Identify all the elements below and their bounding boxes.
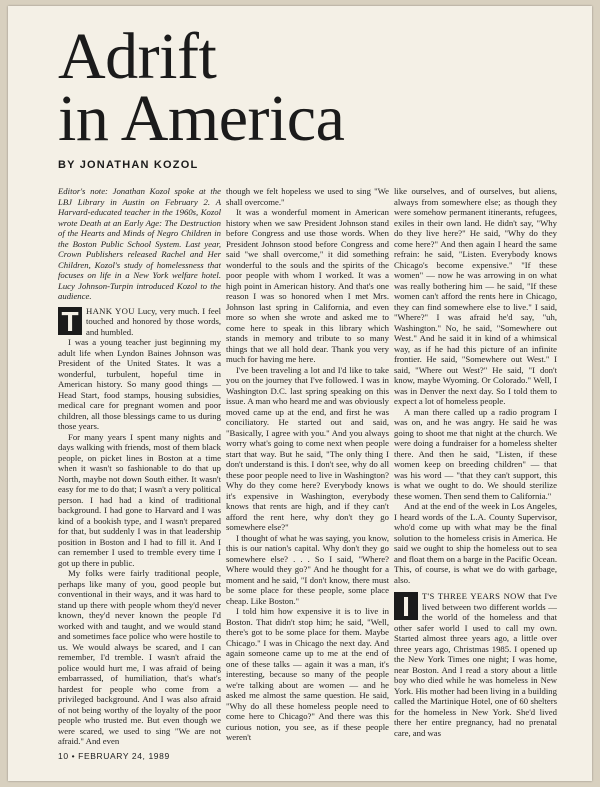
- body-paragraph: My folks were fairly traditional people, perhaps like many of you, good people but conventional in their ways, and it was hard to stand up there with people whom they'd never known, they'd never known the people I'd worked with and taught, and we would stand and sometimes face police who were hostile to us. We would always be scared, and I can remember, I'd tremble. I wasn't afraid the police would hurt me, I was afraid of being embarrassed, of humiliation, that's what's hardest for people who come from a privileged background. And I was also afraid of not being worthy of the loyalty of the poor people who trusted me. But even though we were scared, we used to sing "We are not afraid." And even: [58, 568, 221, 746]
- body-paragraph: A man there called up a radio program I was on, and he was angry. He said he was going to shoot me that night at the church. We were doing a fundraiser for a homeless shelter there. And then he said, "Listen, if these women keep on breeding children" — that was his word — "that they can't support, this is what we ought to do. We should sterilize these women. Then send them to California.": [394, 406, 557, 501]
- body-paragraph: It was a wonderful moment in American history when we saw President Johnson stand before Congress and use those words. When President Johnson stood before Congress and said "we shall overcome," it did something wonderful to the souls and the spirits of the poor people with whom I worked. It was a high point in American history. And that's one reason I was so honored when I met Mrs. Johnson last spring in California, and even more so when she wrote and asked me to come here to speak in this library which stands in memory and tribute to so many things that we all hold dear. Thank you very much for having me here.: [226, 207, 389, 364]
- byline: BY JONATHAN KOZOL: [58, 159, 199, 171]
- article-title: [58, 20, 345, 155]
- body-paragraph: like ourselves, and of ourselves, but aliens, always from somewhere else; as though they were somehow permanent itinerants, refugees, exiles in their own land. He didn't say, "Why do they live here?" He said, "Why do they come here?" And then again I heard the same refrain: he said, "Listen. Everybody knows Chicago's become expensive." "If these women" — now he was arrowing in on what was really bothering him — he said, "If these women can't afford the rents here in Chicago, they can find somewhere else to live." I said, "Where?" I was afraid he'd say, "uh, Washington." No, he said, "Somewhere out West." And he said it in kind of a whimsical way, as if he had this picture of an infinite frontier. He said, "Somewhere out West." I said, "Where out West?" He said, "I don't know, maybe Wyoming. Or Colorado." Well, I was in Denver the next day. So I told them to expect a lot of homeless people.: [394, 186, 557, 406]
- body-paragraph: though we felt hopeless we used to sing "We shall overcome.": [226, 186, 389, 207]
- magazine-page: [8, 6, 592, 781]
- body-paragraph: And at the end of the week in Los Angeles, I heard words of the L.A. County Supervisor, who'd come up with what may be the final solution to the homeless crisis in America. He said we ought to ship the homeless out to sea and float them on a barge in the Pacific Ocean. This, of course, is what we do with garbage, also.: [394, 501, 557, 585]
- body-paragraph: I was a young teacher just beginning my adult life when Lyndon Baines Johnson was President of the United States. It was a wonderful, turbulent, hopeful time in American history. So many good things — Head Start, food stamps, housing subsidies, medical care for pregnant women and poor children, all those blessings came to us during those years.: [58, 337, 221, 431]
- body-paragraph: I thought of what he was saying, you know, this is our nation's capital. Why don't they go somewhere else? . . . So I said, "Where? Where would they go?" And he thought for a moment and he said, "I don't know, there must be some place for these people, some place cheap. Like Boston.": [226, 532, 389, 606]
- lead-in-caps: T'S THREE YEARS NOW: [422, 591, 526, 601]
- title-line-2: in America: [58, 82, 345, 155]
- lead-text: that I've lived between two different worlds — the world of the homeless and that other safer world I used to call my own. Started almost three years ago, a little over three years ago, Christmas 1985. I opened up the New York Times one night; I was home, near Boston. And I read a story about a little boy who died while he was homeless in New York. His mother had been living in a building called the Martinique Hotel, one of 60 shelters for the homeless in New York. She'd lived there her entire pregnancy, had no prenatal care, and was: [394, 591, 557, 738]
- lead-text: Lucy, very much. I feel touched and honored by those words, and humbled.: [86, 305, 221, 337]
- column-2: [226, 186, 389, 761]
- column-3: [394, 186, 557, 761]
- page-folio: 10 • FEBRUARY 24, 1989: [58, 751, 170, 761]
- section-lead-paragraph: [394, 591, 557, 738]
- lead-in-caps: HANK YOU: [86, 305, 135, 316]
- lead-paragraph: [58, 306, 221, 338]
- editor-note: Editor's note: Jonathan Kozol spoke at the LBJ Library in Austin on February 2. A Harvard-educated teacher in the 1960s, Kozol wrote Death at an Early Age: The Destruction of the Hearts and Minds of Negro Children in the Boston Public School System. Last year, Crown Publishers released Rachel and Her Children, Kozol's study of homelessness that focuses on life in a New York welfare hotel. Lucy Johnson-Turpin introduced Kozol to the audience.: [58, 186, 221, 301]
- drop-cap: T: [58, 307, 82, 335]
- body-paragraph: I've been traveling a lot and I'd like to take you on the journey that I've followed. I was in Washington D.C. last spring speaking on this issue. A man who heard me and was obviously moved came up at the end, and first he was conciliatory. He started out and said, "Basically, I agree with you." And you always worry what's going to come next when people start that way. But he said, "The only thing I don't understand is this. I don't see, why do all these poor people need to live in Washington? Why do they come here? Everybody knows it's expensive in Washington, everybody knows that rents are high, and if they can't afford the rent here, why don't they go somewhere else?": [226, 364, 389, 532]
- body-paragraph: I told him how expensive it is to live in Boston. That didn't stop him; he said, "Well, there's got to be some place for them. Maybe Chicago." I was in Chicago the next day. And again someone came up to me at the end of one of these talks — again it was a man, it's interesting, because so many of the people we're talking about are women — and he asked me almost the same question. He said, "Why do all these homeless people need to come here to Chicago?" And there was this curious notion, you see, as if these people weren't: [226, 606, 389, 742]
- title-line-1: Adrift: [58, 20, 217, 93]
- body-paragraph: For many years I spent many nights and days walking with friends, most of them black people, on picket lines in Boston at a time when it wasn't so fashionable to do that up North, maybe not down South either. It wasn't easy for me to do that; I wasn't a very political person. I had had a kind of traditional background. I had gone to Harvard and I was kind of a bookish type, and I wasn't prepared for that, but suddenly I was in that leadership position in Boston and I had to fill it. And I can remember I used to tremble every time I got up there in public.: [58, 431, 221, 568]
- drop-cap: I: [394, 592, 418, 620]
- column-1: [58, 186, 221, 761]
